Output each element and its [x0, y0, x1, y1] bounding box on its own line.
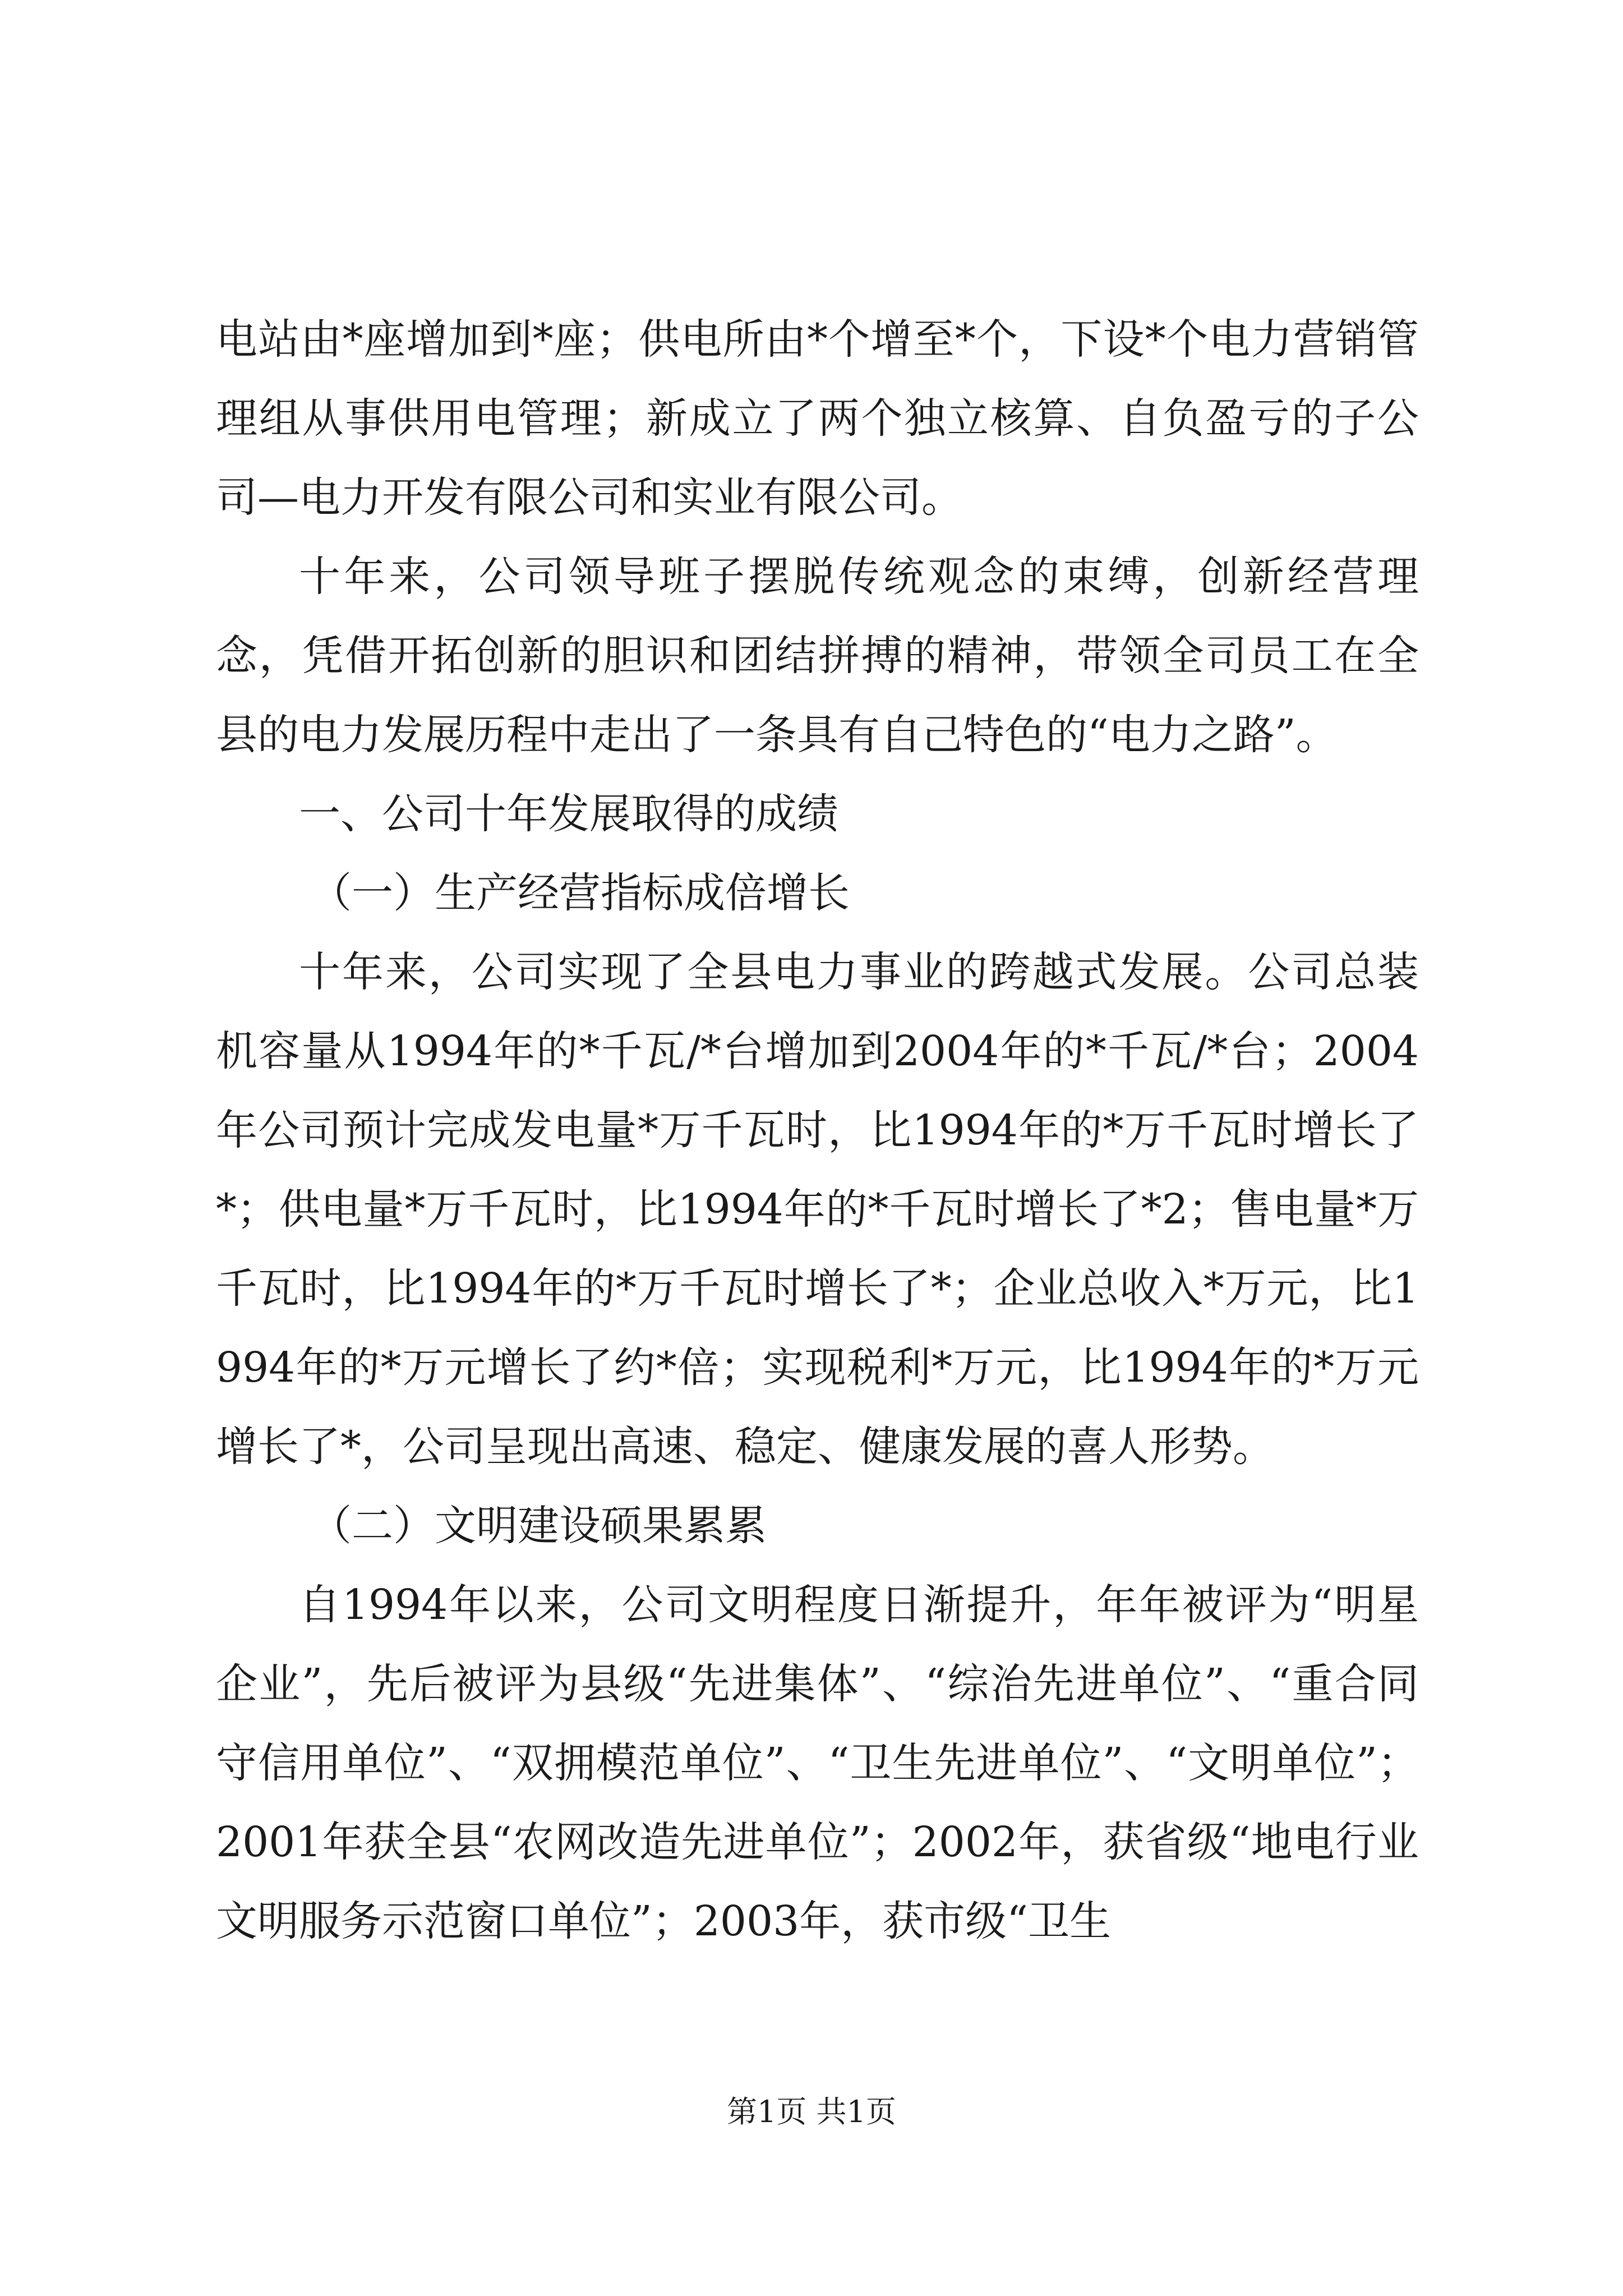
subsection-heading-1: （一）生产经营指标成倍增长 — [310, 869, 850, 917]
page-footer: 第1页 共1页 — [727, 2094, 896, 2129]
body-text — [216, 300, 1419, 1961]
section-heading: 一、公司十年发展取得的成绩 — [299, 790, 838, 838]
paragraph-continuation: 电站由*座增加到*座；供电所由*个增至*个，下设*个电力营销管理组从事供用电管理；新成立了两个独立核算、自负盈亏的子公司—电力开发有限公司和实业有限公司。 — [216, 315, 1419, 522]
paragraph-overview: 十年来，公司领导班子摆脱传统观念的束缚，创新经营理念，凭借开拓创新的胆识和团结拼搏的精神，带领全司员工在全县的电力发展历程中走出了一条具有自己特色的“电力之路”。 — [216, 553, 1419, 759]
paragraph-honors: 自1994年以来，公司文明程度日渐提升，年年被评为“明星企业”，先后被评为县级“先进集体”、“综治先进单位”、“重合同守信用单位”、“双拥模范单位”、“卫生先进单位”、“文明单位”；2001年获全县“农网改造先进单位”；2002年，获省级“地电行业文明服务示范窗口单位”；2003年，获市级“卫生 — [216, 1581, 1419, 1945]
paragraph-production: 十年来，公司实现了全县电力事业的跨越式发展。公司总装机容量从1994年的*千瓦/*台增加到2004年的*千瓦/*台；2004年公司预计完成发电量*万千瓦时，比1994年的*万千瓦时增长了*；供电量*万千瓦时，比1994年的*千瓦时增长了*2；售电量*万千瓦时，比1994年的*万千瓦时增长了*；企业总收入*万元，比1994年的*万元增长了约*倍；实现税利*万元，比1994年的*万元增长了*，公司呈现出高速、稳定、健康发展的喜人形势。 — [216, 948, 1419, 1471]
subsection-heading-2: （二）文明建设硕果累累 — [310, 1502, 767, 1550]
